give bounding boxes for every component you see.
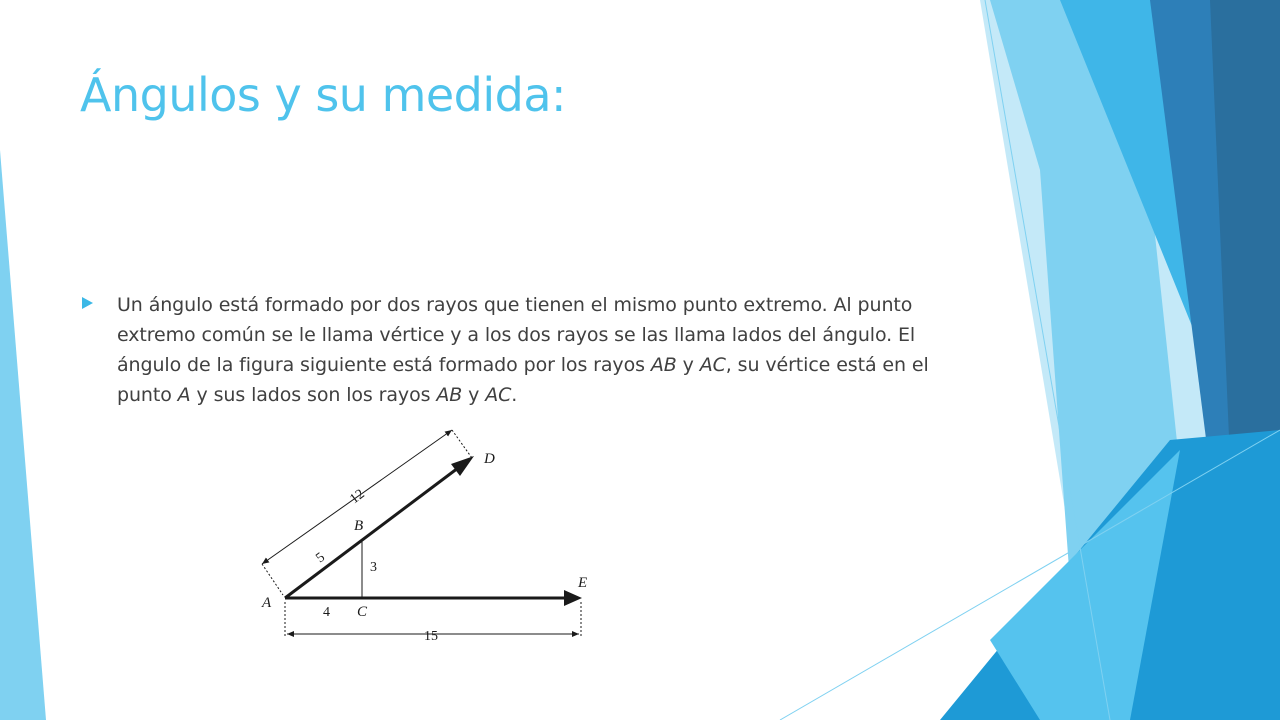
text-segment: . xyxy=(511,384,518,406)
text-segment: y xyxy=(462,384,486,406)
measure-label-ac: 4 xyxy=(323,605,330,620)
text-segment: y sus lados son los rayos xyxy=(190,384,437,406)
text-segment-point-a: A xyxy=(177,384,191,406)
text-segment-ray-ac: AC xyxy=(485,384,512,406)
text-segment: Un ángulo está formado por dos rayos que tienen el mismo punto extremo. Al punto extremo común se le llama vértice y a los dos rayos se las llama lados del ángulo. El ángulo de la figura siguiente está formado por los rayos xyxy=(117,294,916,376)
bullet-text xyxy=(117,290,960,410)
point-label-c: C xyxy=(357,604,368,620)
triangle-bullet-icon xyxy=(82,297,93,309)
text-segment-ray-ab: AB xyxy=(650,354,677,376)
measure-label-bc: 3 xyxy=(370,560,377,575)
left-edge-shape xyxy=(0,150,46,720)
point-label-e: E xyxy=(578,575,588,591)
ray-ad xyxy=(285,456,474,598)
bullet-paragraph xyxy=(80,290,960,410)
text-segment-ray-ac: AC xyxy=(699,354,726,376)
point-label-a: A xyxy=(262,595,272,611)
measure-label-ab: 5 xyxy=(313,550,328,567)
text-segment: , su vértice está en el punto xyxy=(117,354,929,406)
text-segment: y xyxy=(676,354,700,376)
point-label-b: B xyxy=(354,518,364,534)
extension-line-a-top xyxy=(262,564,283,595)
arrowhead-e-icon xyxy=(564,590,582,606)
ray-ae xyxy=(285,590,582,606)
slide-title: Ángulos y su medida: xyxy=(80,68,567,122)
angle-figure xyxy=(250,418,610,648)
extension-line-d xyxy=(452,430,472,458)
measure-label-ad: 12 xyxy=(347,486,368,508)
text-segment-ray-ab: AB xyxy=(436,384,463,406)
measure-label-ae: 15 xyxy=(424,629,438,644)
point-label-d: D xyxy=(484,451,495,467)
arrowhead-d-icon xyxy=(451,456,474,476)
